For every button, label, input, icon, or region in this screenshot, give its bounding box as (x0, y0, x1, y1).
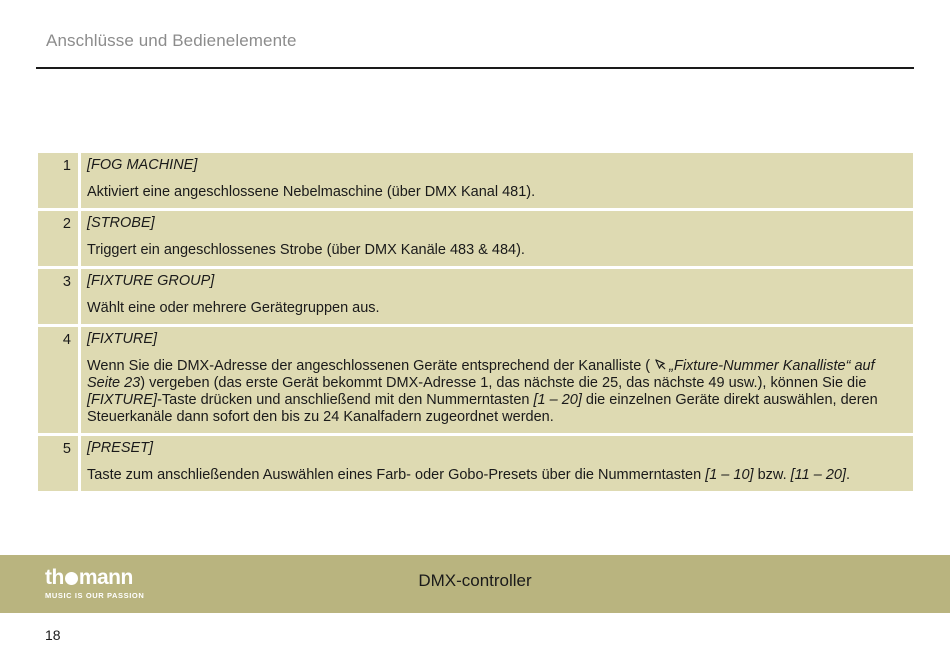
key-reference: [11 – 20] (790, 467, 846, 483)
control-description: Wählt eine oder mehrere Gerätegruppen aus. (87, 300, 380, 316)
control-label: [FIXTURE] (87, 331, 158, 347)
cross-reference-arrow-icon (654, 358, 667, 371)
header-divider (36, 67, 914, 69)
footer-product-title: DMX-controller (418, 571, 532, 590)
control-description: Wenn Sie die DMX-Adresse der angeschlossenen Geräte entsprechend der Kanalliste ( „Fixture-Nummer Kanalliste“ auf Seite 23) vergeben (das erste Gerät bekommt DMX-Adresse 1, das nächste die 25, das nächste 49 usw.), können Sie die [FIXTURE]-Taste drücken und anschließend mit den Nummerntasten [1 – 20] die einzelnen Geräte direkt auswählen, deren Steuerkanäle dann sofort den bis zu 24 Kanalfadern zugeordnet werden. (87, 358, 878, 425)
control-description: Triggert ein angeschlossenes Strobe (über DMX Kanäle 483 & 484). (87, 242, 525, 258)
table-row (38, 327, 913, 433)
table-row (38, 211, 913, 266)
logo-tagline: MUSIC IS OUR PASSION (45, 591, 145, 600)
key-reference: [1 – 10] (705, 467, 754, 483)
row-number: 2 (38, 211, 78, 266)
control-label: [FOG MACHINE] (87, 157, 198, 173)
footer-band (0, 555, 950, 613)
row-number: 4 (38, 327, 78, 433)
row-number: 5 (38, 436, 78, 491)
table-row (38, 436, 913, 491)
row-number: 1 (38, 153, 78, 208)
key-reference: [FIXTURE] (87, 392, 158, 408)
logo-wordmark: th mann (45, 566, 133, 589)
cross-reference-link[interactable]: „Fixture-Nummer Kanalliste“ auf Seite 23 (87, 358, 875, 391)
row-number: 3 (38, 269, 78, 324)
control-label: [STROBE] (87, 215, 155, 231)
key-reference: [1 – 20] (533, 392, 582, 408)
row-content (81, 436, 913, 491)
control-description: Taste zum anschließenden Auswählen eines Farb- oder Gobo-Presets über die Nummerntasten [1 – 10] bzw. [11 – 20]. (87, 467, 851, 483)
controls-table (38, 153, 913, 491)
control-label: [PRESET] (87, 440, 154, 456)
row-content (81, 153, 913, 208)
table-row (38, 153, 913, 208)
control-description: Aktiviert eine angeschlossene Nebelmaschine (über DMX Kanal 481). (87, 184, 536, 200)
row-content (81, 211, 913, 266)
control-label: [FIXTURE GROUP] (87, 273, 215, 289)
page-number: 18 (45, 627, 61, 643)
table-row (38, 269, 913, 324)
page-section-title: Anschlüsse und Bedienelemente (46, 31, 297, 50)
row-content (81, 269, 913, 324)
row-content (81, 327, 913, 433)
